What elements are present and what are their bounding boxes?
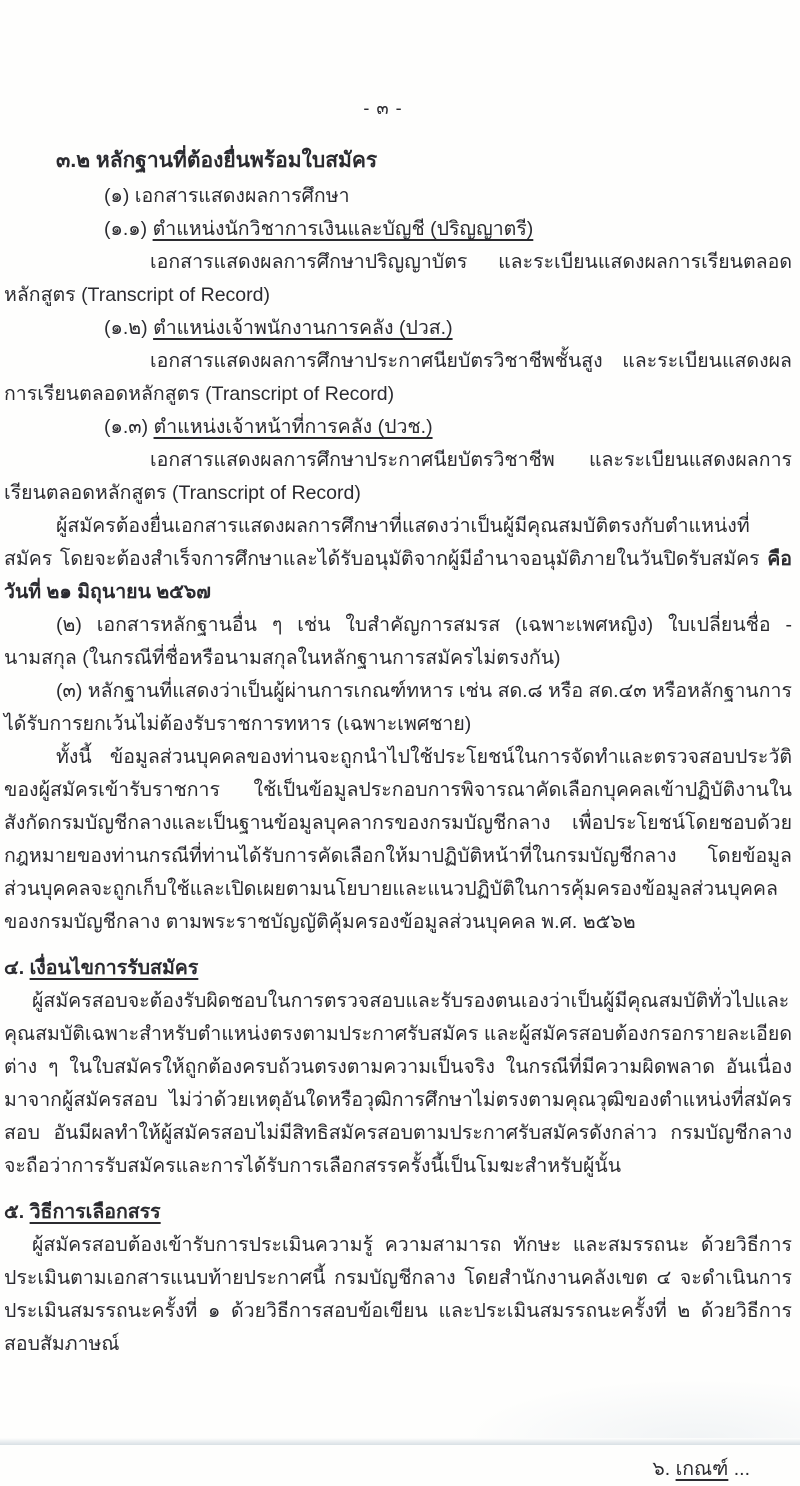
paragraph-pdpa: ทั้งนี้ ข้อมูลส่วนบุคคลของท่านจะถูกนำไปใช้ประโยชน์ในการจัดทำและตรวจสอบประวัติของผู้สมัครเข้ารับราชการ ใช้เป็นข้อมูลประกอบการพิจารณาคัดเลือกบุคคลเข้าปฏิบัติงานในสังกัดกรมบัญชีกลางและเป็นฐานข้อมูลบุคลากรของกรมบัญชีกลาง เพื่อประโยชน์โดยชอบด้วยกฎหมายของท่านกรณีที่ท่านได้รับการคัดเลือกให้มาปฏิบัติหน้าที่ในกรมบัญชีกลาง โดยข้อมูลส่วนบุคคลจะถูกเก็บใช้และเปิดเผยตามนโยบายและแนวปฏิบัติในการคุ้มครองข้อมูลส่วนบุคคลของกรมบัญชีกลาง ตามพระราชบัญญัติคุ้มครองข้อมูลส่วนบุคคล พ.ศ. ๒๕๖๒: [4, 746, 792, 933]
item-1-3-title: [104, 411, 792, 444]
section-4-title: เงื่อนไขการรับสมัคร: [29, 957, 199, 979]
section-5-number: ๕.: [4, 1201, 30, 1223]
item-1-3-body: เอกสารแสดงผลการศึกษาประกาศนียบัตรวิชาชีพ และระเบียนแสดงผลการเรียนตลอดหลักสูตร (Transcript of Record): [4, 449, 792, 504]
item-1-2-body: เอกสารแสดงผลการศึกษาประกาศนียบัตรวิชาชีพชั้นสูง และระเบียนแสดงผลการเรียนตลอดหลักสูตร (Transcript of Record): [4, 350, 792, 405]
item-1-3-number: (๑.๓): [104, 416, 154, 438]
document-body: [4, 180, 792, 1486]
section-4-number: ๔.: [4, 957, 30, 979]
section-5-paragraph: ผู้สมัครสอบต้องเข้ารับการประเมินความรู้ ความสามารถ ทักษะ และสมรรถนะ ด้วยวิธีการประเมินตามเอกสารแนบท้ายประกาศนี้ กรมบัญชีกลาง โดยสำนักงานคลังเขต ๔ จะดำเนินการประเมินสมรรถนะครั้งที่ ๑ ด้วยวิธีการสอบข้อเขียน และประเมินสมรรถนะครั้งที่ ๒ ด้วยวิธีการสอบสัมภาษณ์: [4, 1234, 792, 1355]
section-3-2-heading: ๓.๒ หลักฐานที่ต้องยื่นพร้อมใบสมัคร: [56, 149, 378, 172]
section-4-heading: [4, 952, 792, 985]
continuation-number: ๖.: [652, 1458, 676, 1480]
section-4-paragraph: ผู้สมัครสอบจะต้องรับผิดชอบในการตรวจสอบและรับรองตนเองว่าเป็นผู้มีคุณสมบัติทั่วไปและคุณสมบัติเฉพาะสำหรับตำแหน่งตรงตามประกาศรับสมัคร และผู้สมัครสอบต้องกรอกรายละเอียดต่าง ๆ ในใบสมัครให้ถูกต้องครบถ้วนตรงตามความเป็นจริง ในกรณีที่มีความผิดพลาด อันเนื่องมาจากผู้สมัครสอบ ไม่ว่าด้วยเหตุอันใดหรือวุฒิการศึกษาไม่ตรงตามคุณวุฒิของตำแหน่งที่สมัครสอบ อันมีผลทำให้ผู้สมัครสอบไม่มีสิทธิสมัครสอบตามประกาศรับสมัครดังกล่าว กรมบัญชีกลางจะถือว่าการรับสมัครและการได้รับการเลือกสรรครั้งนี้เป็นโมฆะสำหรับผู้นั้น: [4, 990, 792, 1177]
item-1-heading: (๑) เอกสารแสดงผลการศึกษา: [104, 185, 350, 207]
item-1-2-number: (๑.๒): [104, 317, 154, 339]
continuation-dots: ...: [728, 1458, 750, 1480]
section-5-heading: [4, 1196, 792, 1229]
section-5-title: วิธีการเลือกสรร: [29, 1201, 161, 1223]
continuation-word: เกณฑ์: [675, 1458, 729, 1480]
item-1-1-position: ตำแหน่งนักวิชาการเงินและบัญชี (ปริญญาตรี): [152, 218, 534, 240]
item-1-1-body: เอกสารแสดงผลการศึกษาปริญญาบัตร และระเบียนแสดงผลการเรียนตลอดหลักสูตร (Transcript of Record): [4, 251, 792, 306]
page-number: - ๓ -: [363, 98, 403, 118]
item-1-2-title: [104, 312, 792, 345]
item-2-paragraph: (๒) เอกสารหลักฐานอื่น ๆ เช่น ใบสำคัญการสมรส (เฉพาะเพศหญิง) ใบเปลี่ยนชื่อ - นามสกุล (ในกรณีที่ชื่อหรือนามสกุลในหลักฐานการสมัครไม่ตรงกัน): [4, 614, 792, 669]
deadline-date: คือวันที่ ๒๑ มิถุนายน ๒๕๖๗: [4, 548, 792, 603]
continuation-marker: [4, 1453, 792, 1486]
scan-artifact-edge: [0, 1438, 800, 1445]
item-1-3-position: ตำแหน่งเจ้าหน้าที่การคลัง (ปวช.): [153, 416, 433, 438]
item-1-1-number: (๑.๑): [104, 218, 153, 240]
paragraph-deadline: [4, 510, 792, 609]
item-3-paragraph: (๓) หลักฐานที่แสดงว่าเป็นผู้ผ่านการเกณฑ์ทหาร เช่น สด.๘ หรือ สด.๔๓ หรือหลักฐานการได้รับการยกเว้นไม่ต้องรับราชการทหาร (เฉพาะเพศชาย): [4, 680, 792, 735]
deadline-text: ผู้สมัครต้องยื่นเอกสารแสดงผลการศึกษาที่แสดงว่าเป็นผู้มีคุณสมบัติตรงกับตำแหน่งที่สมัคร โดยจะต้องสำเร็จการศึกษาและได้รับอนุมัติจากผู้มีอำนาจอนุมัติภายในวันปิดรับสมัคร: [4, 515, 768, 570]
item-1-2-position: ตำแหน่งเจ้าพนักงานการคลัง (ปวส.): [153, 317, 453, 339]
item-1-1-title: [104, 213, 792, 246]
